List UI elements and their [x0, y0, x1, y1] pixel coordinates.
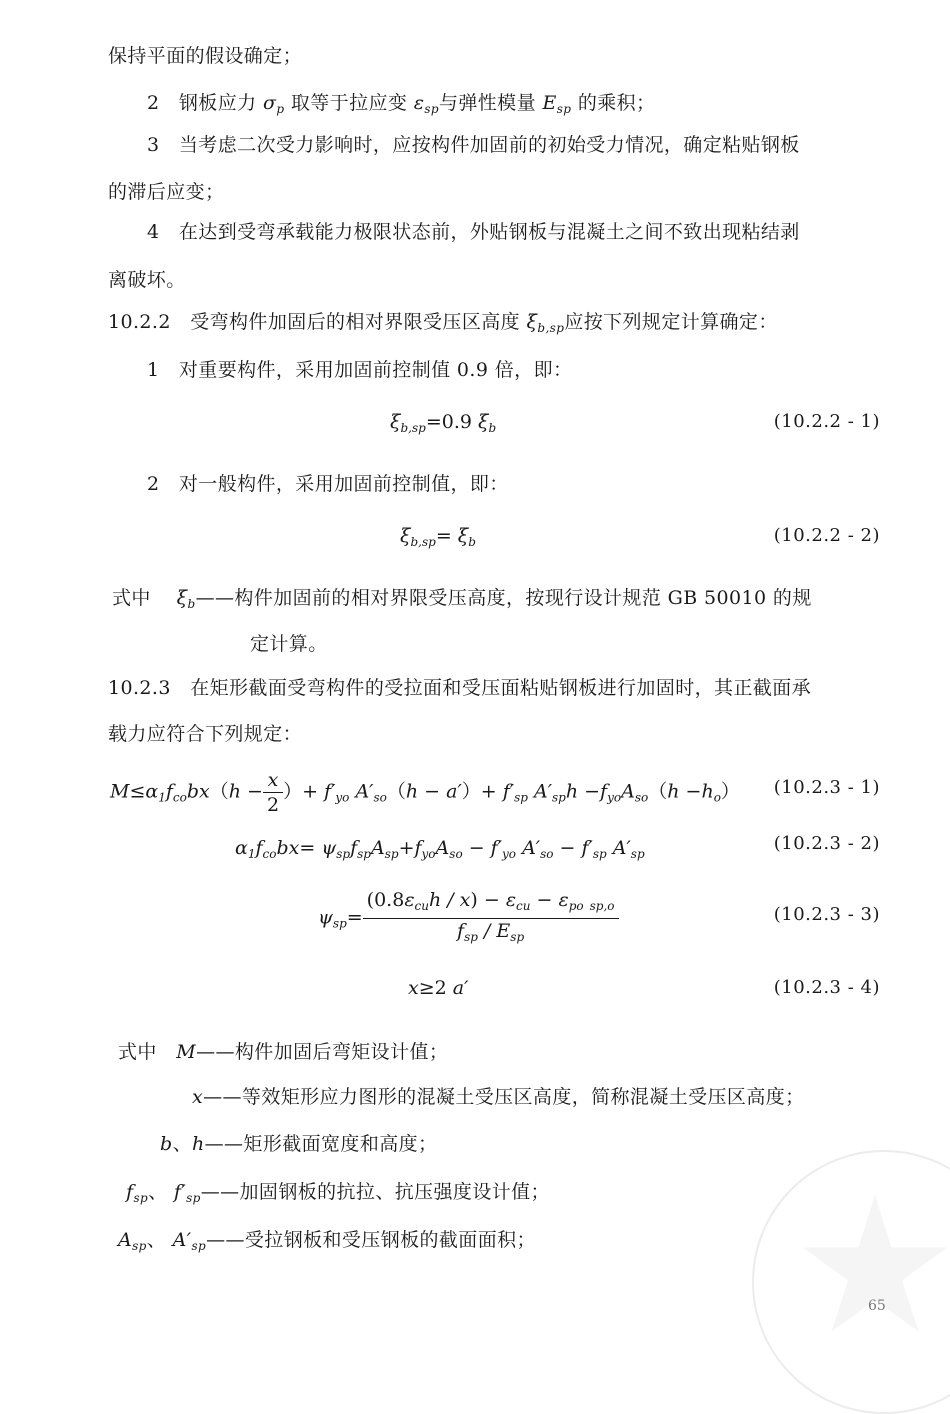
equation-number: (10.2.2 - 2) [773, 525, 880, 546]
text-line: 2 对一般构件，采用加固前控制值，即： [147, 473, 509, 495]
equation: x≥2 a′ [408, 977, 469, 999]
equation-number: (10.2.3 - 3) [773, 904, 880, 925]
where-item: 式中 M——构件加固后弯矩设计值； [118, 1041, 449, 1063]
equation: $M\le\alpha_1f_{co}bx(h$ − $\frac{x}{2}$ ）+ $f'_{yo}$ $A'_{so}(h - a')+ f'_{sp}$ $A'_{sp}h -f_{yo}A_{so}(h -h_o)$ [110, 769, 740, 816]
clause-heading: 10.2.2 受弯构件加固后的相对界限受压区高度 $\xi_{b,sp}$应按下列规定计算确定： [108, 311, 778, 335]
equation: $\psi_{sp}=$ $\frac{(0.8\varepsilon_{cu}h / x) - \varepsilon_{cu} - \varepsilon_{po} _{sp,o}}{f_{sp} / E_{sp}}$ [318, 888, 619, 949]
text-line: 式中 $\xi_b——$构件加固前的相对界限受压高度，按现行设计规范 GB 50010 的规 [112, 587, 812, 611]
where-item: $f_{sp}$、 $f'_{sp}——$加固钢板的抗拉、抗压强度设计值； [126, 1181, 550, 1205]
text-line: 4 在达到受弯承载能力极限状态前，外贴钢板与混凝土之间不致出现粘结剥 [147, 221, 800, 243]
equation: $\xi_{b,sp}=0.9$ $\xi_b$ [390, 411, 497, 435]
text-line: 定计算。 [250, 633, 328, 655]
text-line: 载力应符合下列规定： [108, 723, 303, 745]
page-number: 65 [868, 1298, 886, 1314]
text-line: 1 对重要构件，采用加固前控制值 0.9 倍，即： [147, 359, 573, 381]
text-line: 2 钢板应力 $\sigma_p$ 取等于拉应变 $\varepsilon_{sp}$与弹性模量 $E_{sp}$ 的乘积； [147, 92, 656, 116]
where-item: x——等效矩形应力图形的混凝土受压区高度，简称混凝土受压区高度； [192, 1086, 805, 1108]
where-item: b、h——矩形截面宽度和高度； [160, 1133, 438, 1155]
text-line: 3 当考虑二次受力影响时，应按构件加固前的初始受力情况，确定粘贴钢板 [147, 134, 800, 156]
equation-number: (10.2.3 - 4) [773, 977, 880, 998]
clause-heading: 10.2.3 在矩形截面受弯构件的受拉面和受压面粘贴钢板进行加固时，其正截面承 [108, 677, 812, 699]
equation-number: (10.2.3 - 1) [773, 777, 880, 798]
equation: $\alpha_1f_{co}bx= \psi_{sp}f_{sp}A_{sp}+f_{yo}A_{so} - f'_{yo}$ $A'_{so} - f'_{sp}$ $A'_{sp}$ [235, 837, 645, 861]
text-line: 保持平面的假设确定； [108, 45, 303, 67]
equation-number: (10.2.3 - 2) [773, 833, 880, 854]
equation-number: (10.2.2 - 1) [773, 411, 880, 432]
text-line: 的滞后应变； [108, 181, 225, 203]
text-line: 离破坏。 [108, 269, 186, 291]
where-item: $A_{sp}$、 $A'_{sp}——$受拉钢板和受压钢板的截面面积； [118, 1229, 536, 1253]
equation: $\xi_{b,sp}= \xi_b$ [400, 525, 476, 549]
